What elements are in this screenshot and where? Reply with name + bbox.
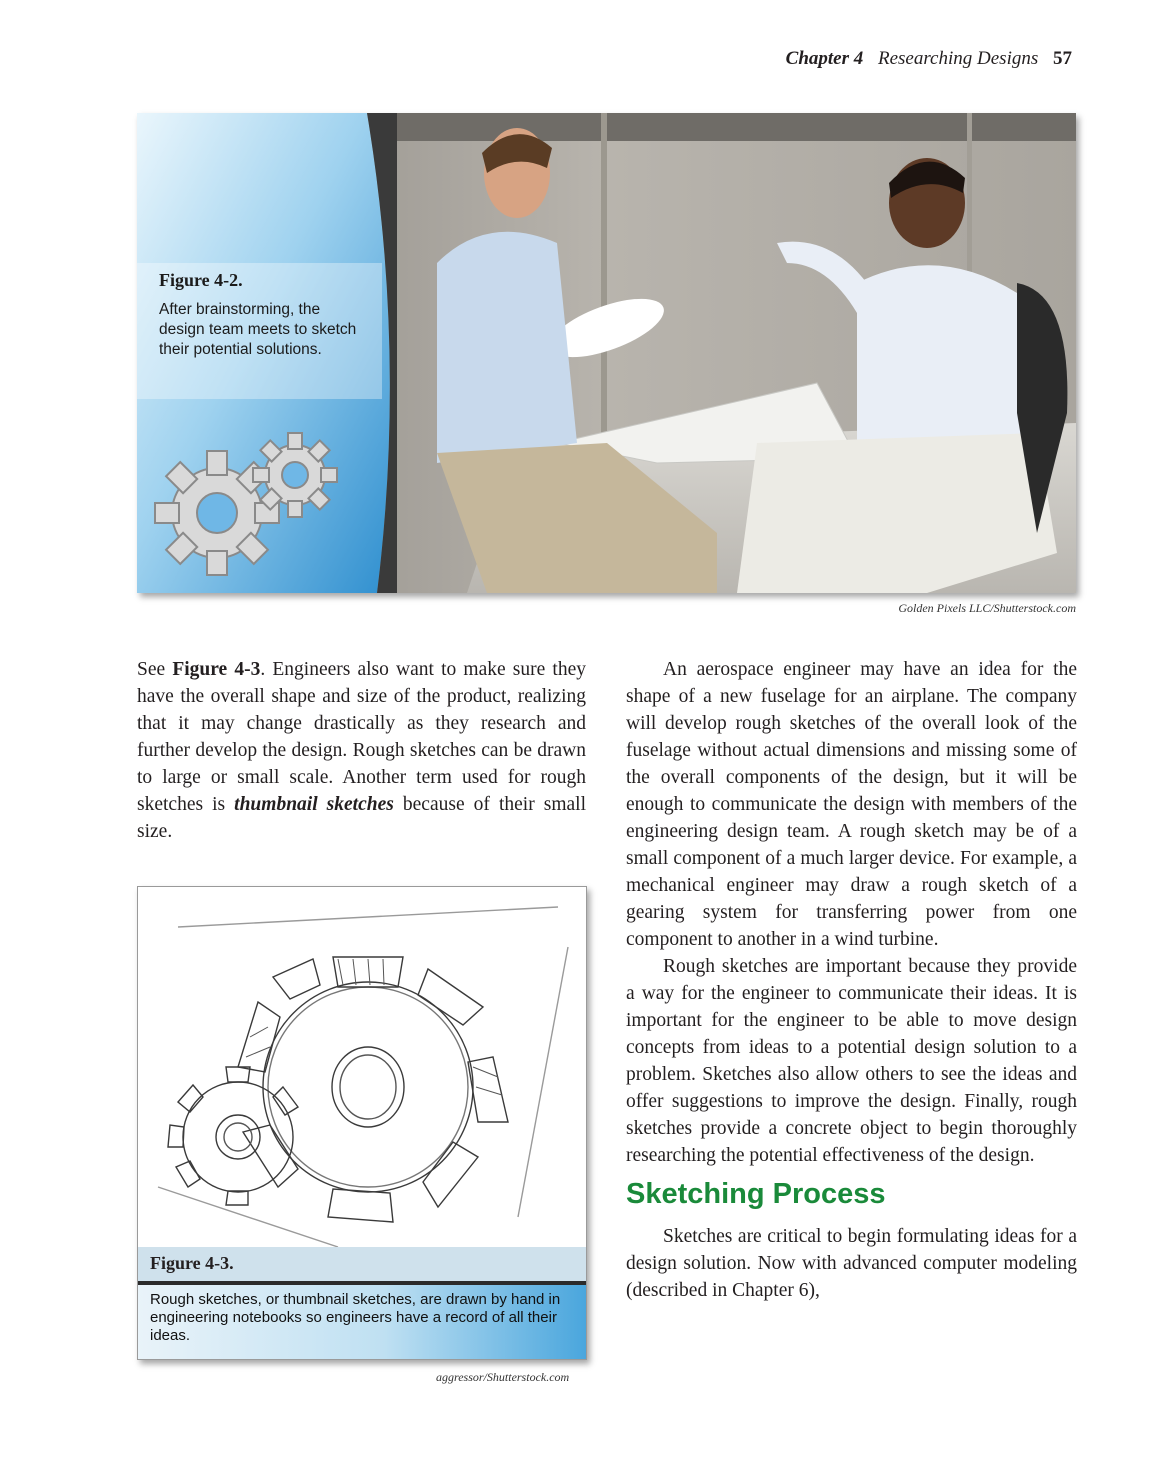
right-column — [626, 656, 1077, 1304]
figure-label: Figure 4-2. — [159, 270, 243, 290]
text-end: because of their small size. — [137, 794, 586, 842]
text-see: See — [137, 659, 173, 680]
text-body: . Engineers also want to make sure they have the overall shape and size of the product, realizing that it may change drastically as they research and further develop the design. Rough sketches can be drawn to large or small scale. Another term used for rough sketches is — [137, 659, 586, 815]
chapter-title: Researching Designs — [878, 48, 1039, 69]
paragraph: Rough sketches are important because they provide a way for the engineer to communicate their ideas. It is important for the engineer to be able to move design concepts from ideas to a potential design solution to a problem. Sketches also allow others to see the ideas and offer suggestions to improve the design. Finally, rough sketches provide a concrete object to begin thoroughly researching the potential effectiveness of the design. — [626, 956, 1077, 1166]
figure-4-3 — [137, 886, 587, 1360]
paragraph: Sketches are critical to begin formulating ideas for a design solution. Now with advanced computer modeling (described in Chapter 6), — [626, 1226, 1077, 1301]
figure-caption: Rough sketches, or thumbnail sketches, are drawn by hand in engineering notebooks so engineers have a record of all their ideas. — [150, 1291, 561, 1344]
illustration-credit: aggressor/Shutterstock.com — [436, 1370, 570, 1384]
running-head — [786, 48, 1072, 70]
figure-caption: After brainstorming, the design team meets to sketch their potential solutions. — [159, 301, 357, 358]
chapter-number: Chapter 4 — [785, 48, 864, 69]
key-term: thumbnail sketches — [234, 794, 394, 815]
figure-4-2 — [137, 113, 1076, 593]
gear-sketch-illustration — [138, 887, 586, 1247]
section-heading: Sketching Process — [626, 1178, 886, 1210]
paragraph — [137, 656, 586, 845]
paragraph: An aerospace engineer may have an idea for the shape of a new fuselage for an airplane. The company will develop rough sketches of the overall look of the fuselage without actual dimensions and missing some of the overall components of the design, but it will be enough to communicate the design with members of the engineering design team. A rough sketch may be of a small component of a much larger device. For example, a mechanical engineer may draw a rough sketch of a gearing system for transferring power from one component to another in a wind turbine. — [626, 659, 1077, 950]
figure-caption-box — [138, 1285, 586, 1359]
page-number: 57 — [1053, 48, 1072, 69]
left-column — [137, 656, 586, 845]
caption-panel — [137, 113, 397, 593]
figure-reference: Figure 4-3 — [172, 659, 261, 680]
figure-label: Figure 4-3. — [150, 1253, 234, 1273]
photo-credit: Golden Pixels LLC/Shutterstock.com — [898, 601, 1076, 615]
figure-label-bar — [138, 1247, 586, 1281]
